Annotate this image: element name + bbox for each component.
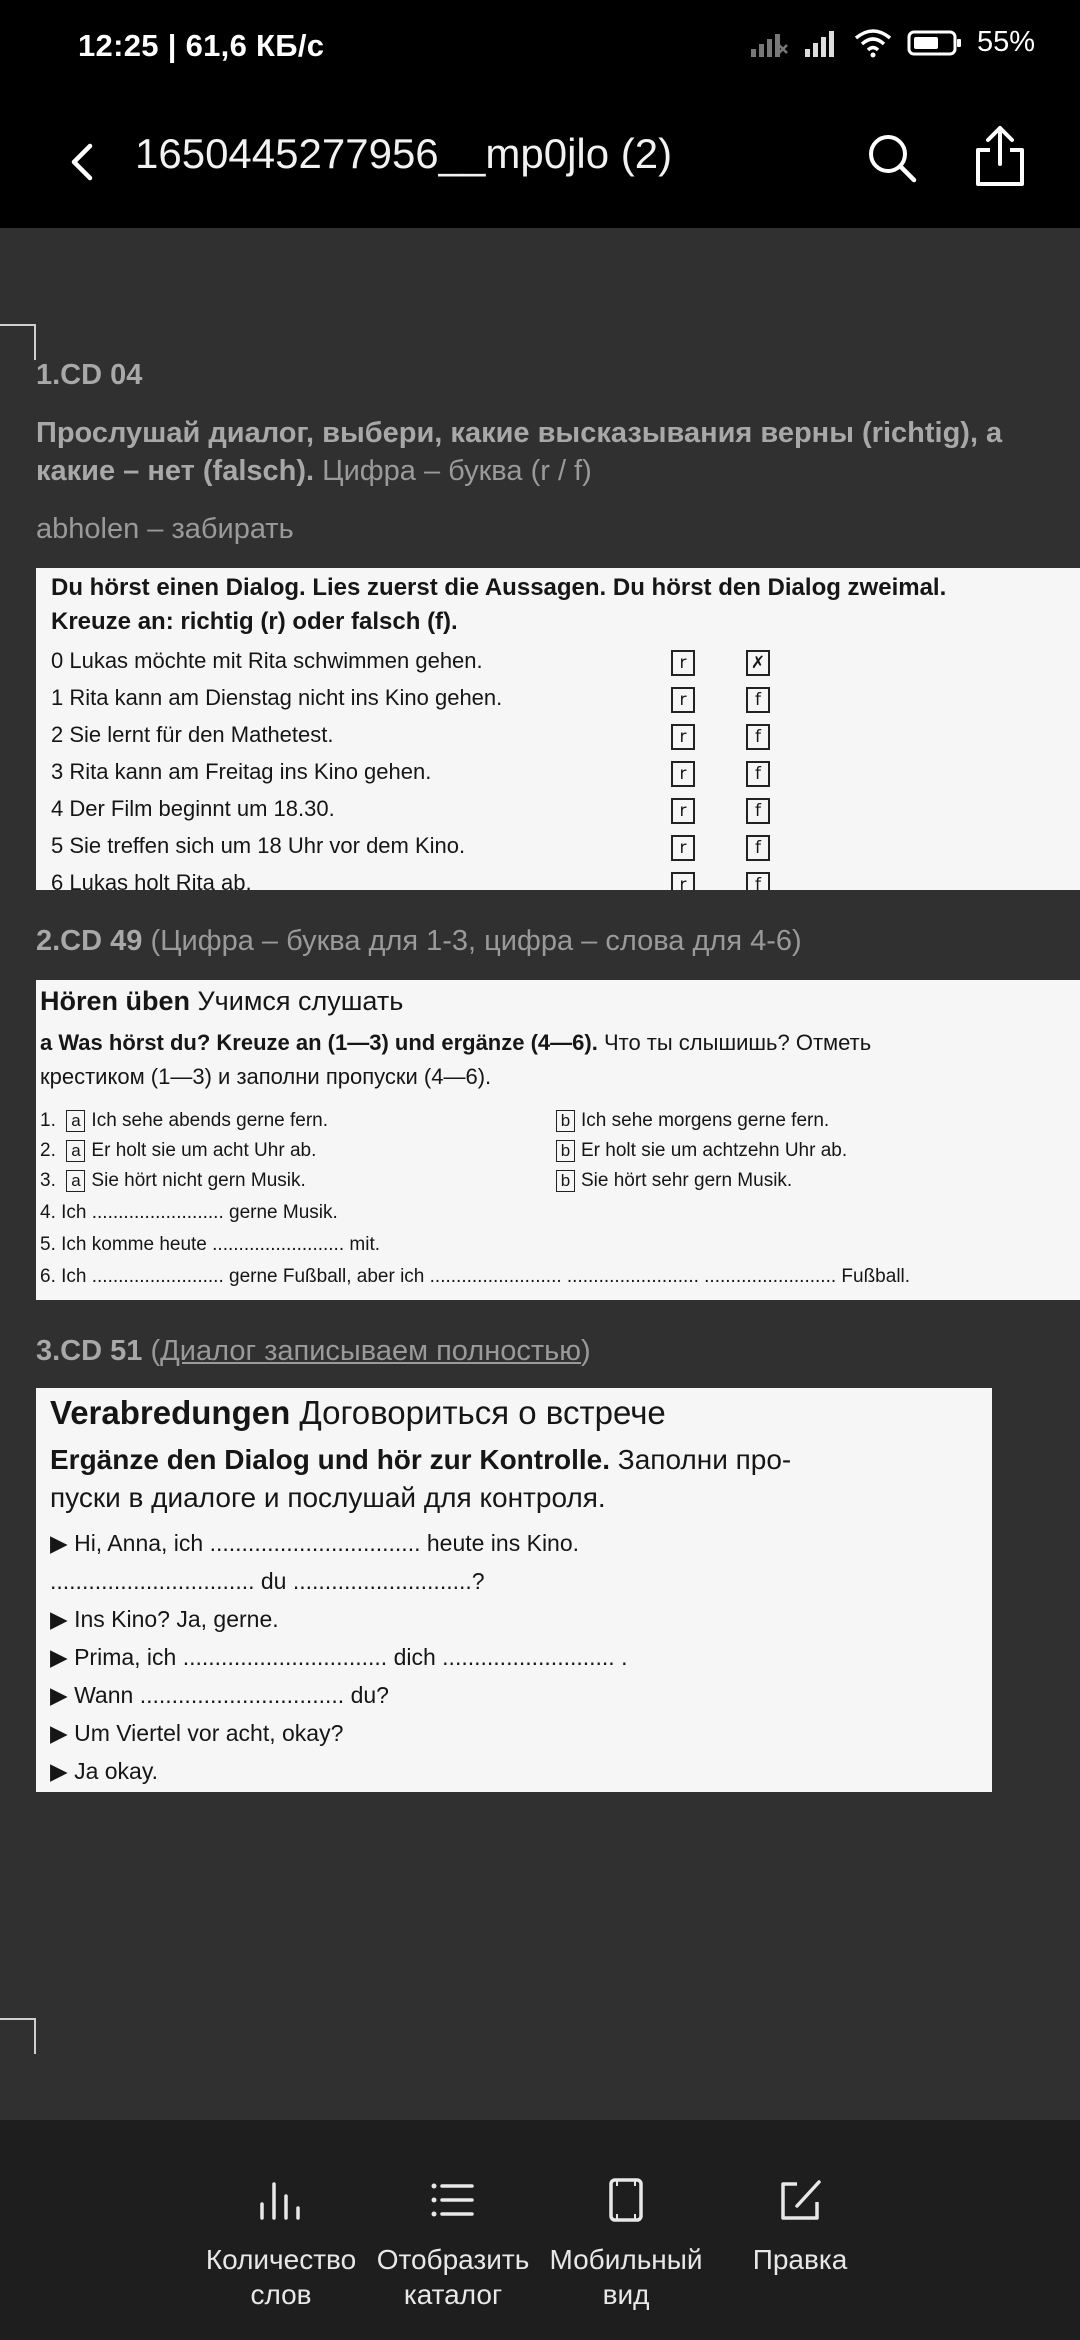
task3-dialog-line: ▶ Ins Kino? Ja, gerne. xyxy=(50,1606,279,1632)
task1-scan-header2: Kreuze an: richtig (r) oder falsch (f). xyxy=(51,608,458,635)
back-arrow-icon xyxy=(60,128,130,198)
edit-icon xyxy=(775,2178,825,2222)
bottom-toolbar xyxy=(0,2120,1080,2340)
task3-heading: 3.CD 51 (Диалог записываем полностью) xyxy=(36,1335,591,1367)
task3-scan-image xyxy=(36,1388,992,1792)
battery-icon xyxy=(907,29,963,57)
task3-scan-title: Verabredungen Договориться о встрече xyxy=(50,1394,666,1431)
r-checkbox: r xyxy=(671,687,695,713)
r-checkbox: r xyxy=(671,872,695,890)
task2-row-1: 1. a Ich sehe abends gerne fern. xyxy=(40,1110,329,1131)
task2-row-1-b: b Ich sehe morgens gerne fern. xyxy=(556,1110,829,1132)
task2-fill-6: 6. Ich ......................... gerne Fußball, aber ich ......................... ......................... ......................... Fußball. xyxy=(40,1266,911,1287)
task1-scan-header1: Du hörst einen Dialog. Lies zuerst die Aussagen. Du hörst den Dialog zweimal. xyxy=(51,574,947,601)
task1-heading: 1.CD 04 xyxy=(36,359,143,391)
task1-item: 1 Rita kann am Dienstag nicht ins Kino gehen. xyxy=(51,685,503,710)
task1-item: 6 Lukas holt Rita ab. xyxy=(51,870,252,890)
f-checkbox: f xyxy=(746,687,770,713)
task3-scan-task-cont: пуски в диалоге и послушай для контроля. xyxy=(50,1482,606,1513)
app-bar xyxy=(0,100,1080,228)
task3-dialog-line: ................................ du ............................? xyxy=(50,1568,485,1594)
task1-item: 2 Sie lernt für den Mathetest. xyxy=(51,722,334,747)
task1-vocab: abholen – забирать xyxy=(36,513,294,545)
task1-item: 0 Lukas möchte mit Rita schwimmen gehen. xyxy=(51,648,483,673)
wifi-icon xyxy=(853,28,893,58)
task2-scan-task-cont: крестиком (1—3) и заполни пропуски (4—6). xyxy=(40,1064,492,1089)
document-title: 1650445277956__mp0jlo (2) xyxy=(135,130,673,177)
back-button[interactable] xyxy=(60,128,130,198)
task2-row-2: 2. a Er holt sie um acht Uhr ab. xyxy=(40,1140,317,1161)
status-icons xyxy=(749,26,1035,59)
word-count-button[interactable]: Количество слов xyxy=(196,2178,366,2312)
share-button[interactable] xyxy=(970,122,1030,192)
list-icon xyxy=(428,2178,478,2222)
search-icon xyxy=(862,128,922,188)
f-checkbox: f xyxy=(746,761,770,787)
task2-row-3: 3. a Sie hört nicht gern Musik. xyxy=(40,1170,306,1191)
no-signal-icon xyxy=(749,29,789,57)
task1-item: 5 Sie treffen sich um 18 Uhr vor dem Kino. xyxy=(51,833,466,858)
signal-icon xyxy=(803,29,839,57)
f-checkbox: f xyxy=(746,835,770,861)
mobile-view-button[interactable]: Мобильный вид xyxy=(541,2178,711,2312)
task3-dialog-line: ▶ Wann ................................ du? xyxy=(50,1682,389,1708)
page-corner-mark xyxy=(0,2018,36,2054)
bar-chart-icon xyxy=(256,2178,306,2222)
search-button[interactable] xyxy=(862,128,922,188)
battery-percent: 55% xyxy=(976,26,1035,58)
task3-dialog-line: ▶ Hi, Anna, ich ................................. heute ins Kino. xyxy=(50,1530,580,1556)
task2-fill-4: 4. Ich ......................... gerne Musik. xyxy=(40,1202,338,1223)
r-checkbox: r xyxy=(671,798,695,824)
r-checkbox: r xyxy=(671,650,695,676)
task2-fill-5: 5. Ich komme heute ......................... mit. xyxy=(40,1234,380,1255)
f-checkbox-checked: ✗ xyxy=(746,650,770,676)
share-icon xyxy=(970,122,1030,192)
phone-frame-icon xyxy=(601,2178,651,2222)
task2-row-2-b: b Er holt sie um achtzehn Uhr ab. xyxy=(556,1140,847,1162)
page-corner-mark xyxy=(0,324,36,360)
task1-instruction: Прослушай диалог, выбери, какие высказывания верны (richtig), а какие – нет (falsch). Цифра – буква (r / f) xyxy=(36,417,1003,487)
edit-button[interactable]: Правка xyxy=(715,2178,885,2277)
task2-scan-task: a Was hörst du? Kreuze an (1—3) und ergänze (4—6). Что ты слышишь? Отметь xyxy=(40,1030,872,1055)
task3-dialog-line: ▶ Um Viertel vor acht, okay? xyxy=(50,1720,344,1746)
task2-scan-title: Hören üben Учимся слушать xyxy=(40,986,404,1016)
r-checkbox: r xyxy=(671,724,695,750)
task3-heading-link: Диалог записываем полностью xyxy=(160,1335,581,1367)
task1-scan-image xyxy=(36,568,1080,890)
catalog-button[interactable]: Отобразить каталог xyxy=(368,2178,538,2312)
r-checkbox: r xyxy=(671,835,695,861)
task2-row-3-b: b Sie hört sehr gern Musik. xyxy=(556,1170,792,1192)
task2-heading: 2.CD 49 (Цифра – буква для 1-3, цифра – слова для 4-6) xyxy=(36,925,802,957)
document-viewer[interactable] xyxy=(0,228,1080,2120)
status-time-speed: 12:25 | 61,6 КБ/с xyxy=(78,28,325,63)
status-bar xyxy=(0,0,1080,100)
task1-item: 3 Rita kann am Freitag ins Kino gehen. xyxy=(51,759,432,784)
r-checkbox: r xyxy=(671,761,695,787)
task2-scan-image xyxy=(36,980,1080,1300)
f-checkbox: f xyxy=(746,872,770,890)
task3-scan-task: Ergänze den Dialog und hör zur Kontrolle. Заполни про- xyxy=(50,1444,792,1475)
task3-dialog-line: ▶ Prima, ich ................................ dich ........................... . xyxy=(50,1644,628,1670)
task3-dialog-line: ▶ Ja okay. xyxy=(50,1758,159,1784)
f-checkbox: f xyxy=(746,724,770,750)
f-checkbox: f xyxy=(746,798,770,824)
task1-item: 4 Der Film beginnt um 18.30. xyxy=(51,796,335,821)
